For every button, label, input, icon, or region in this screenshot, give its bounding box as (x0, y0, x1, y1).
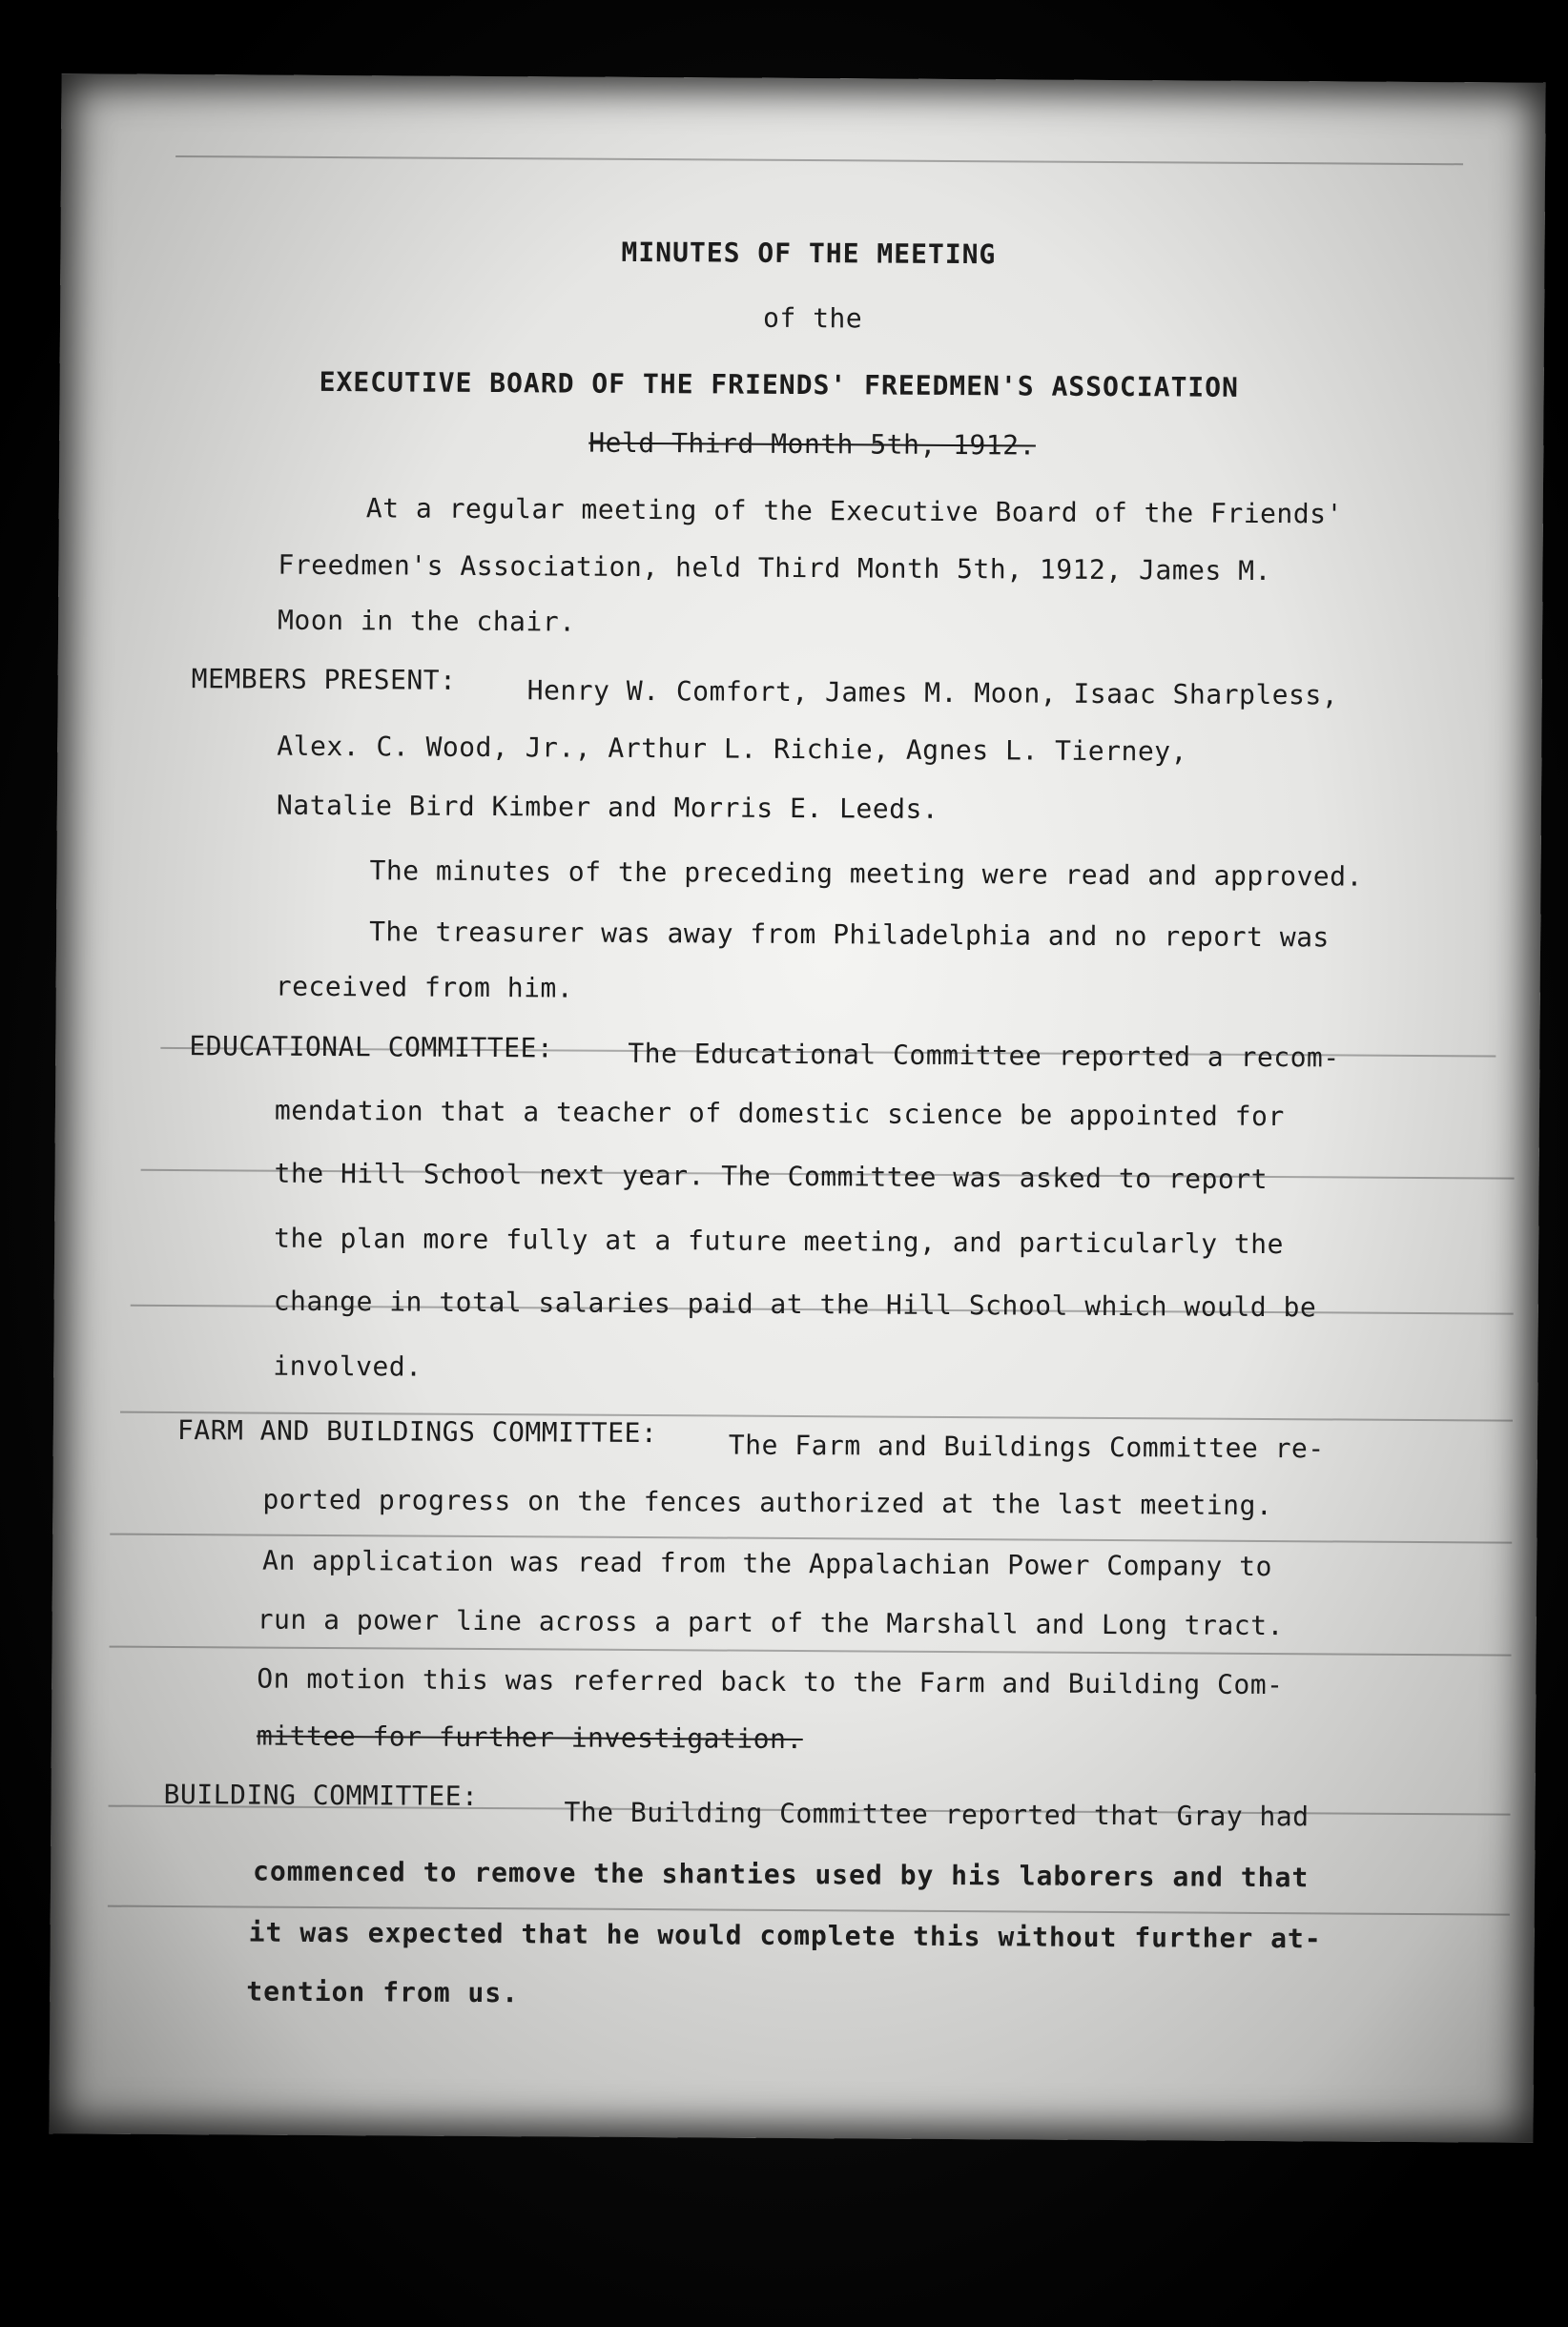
educational-line-6: involved. (273, 1349, 423, 1383)
title-board: EXECUTIVE BOARD OF THE FRIENDS' FREEDMEN'S ASSOCIATION (319, 365, 1240, 403)
educational-line-5: change in total salaries paid at the Hill School which would be (273, 1285, 1317, 1324)
building-line-3: it was expected that he would complete this without further at- (248, 1916, 1322, 1955)
intro-line-1: At a regular meeting of the Executive Board of the Friends' (365, 492, 1344, 530)
members-line-3: Natalie Bird Kimber and Morris E. Leeds. (276, 789, 939, 825)
farm-line-2: ported progress on the fences authorized at the last meeting. (262, 1483, 1273, 1522)
minutes-approved: The minutes of the preceding meeting were read and approved. (369, 855, 1364, 893)
farm-label: FARM AND BUILDINGS COMMITTEE: (176, 1414, 658, 1450)
educational-line-3: the Hill School next year. The Committee was asked to report (274, 1157, 1269, 1196)
ruled-line (175, 155, 1463, 165)
members-line-1: Henry W. Comfort, James M. Moon, Isaac Sharpless, (526, 674, 1339, 711)
intro-line-3: Moon in the chair. (278, 604, 576, 638)
farm-line-1: The Farm and Buildings Committee re- (728, 1429, 1325, 1465)
ruled-line (110, 1646, 1512, 1657)
educational-line-4: the plan more fully at a future meeting, and particularly the (274, 1222, 1285, 1261)
title-date: Held Third Month 5th, 1912. (588, 426, 1037, 462)
farm-line-3: An application was read from the Appalachian Power Company to (261, 1544, 1272, 1583)
educational-label: EDUCATIONAL COMMITTEE: (189, 1030, 554, 1064)
ruled-line (110, 1534, 1512, 1544)
farm-line-6: mittee for further investigation. (256, 1720, 803, 1756)
educational-line-1: The Educational Committee reported a recom- (628, 1037, 1340, 1074)
farm-line-5: On motion this was referred back to the Farm and Building Com- (257, 1662, 1284, 1701)
ruled-line (108, 1905, 1510, 1916)
farm-line-4: run a power line across a part of the Marshall and Long tract. (257, 1603, 1284, 1642)
building-line-4: tention from us. (246, 1975, 520, 2009)
document-page (49, 73, 1545, 2142)
building-line-1: The Building Committee reported that Gray had (564, 1796, 1310, 1833)
educational-line-2: mendation that a teacher of domestic science be appointed for (274, 1094, 1285, 1133)
treasurer-line-2: received from him. (275, 970, 574, 1004)
building-label: BUILDING COMMITTEE: (163, 1778, 479, 1812)
title-minutes: MINUTES OF THE MEETING (621, 236, 997, 271)
members-label: MEMBERS PRESENT: (191, 663, 457, 696)
intro-line-2: Freedmen's Association, held Third Month 5th, 1912, James M. (278, 548, 1272, 587)
building-line-2: commenced to remove the shanties used by his laborers and that (253, 1855, 1310, 1894)
members-line-2: Alex. C. Wood, Jr., Arthur L. Richie, Agnes L. Tierney, (277, 730, 1188, 768)
treasurer-line-1: The treasurer was away from Philadelphia and no report was (369, 916, 1330, 954)
title-of-the: of the (762, 301, 863, 335)
